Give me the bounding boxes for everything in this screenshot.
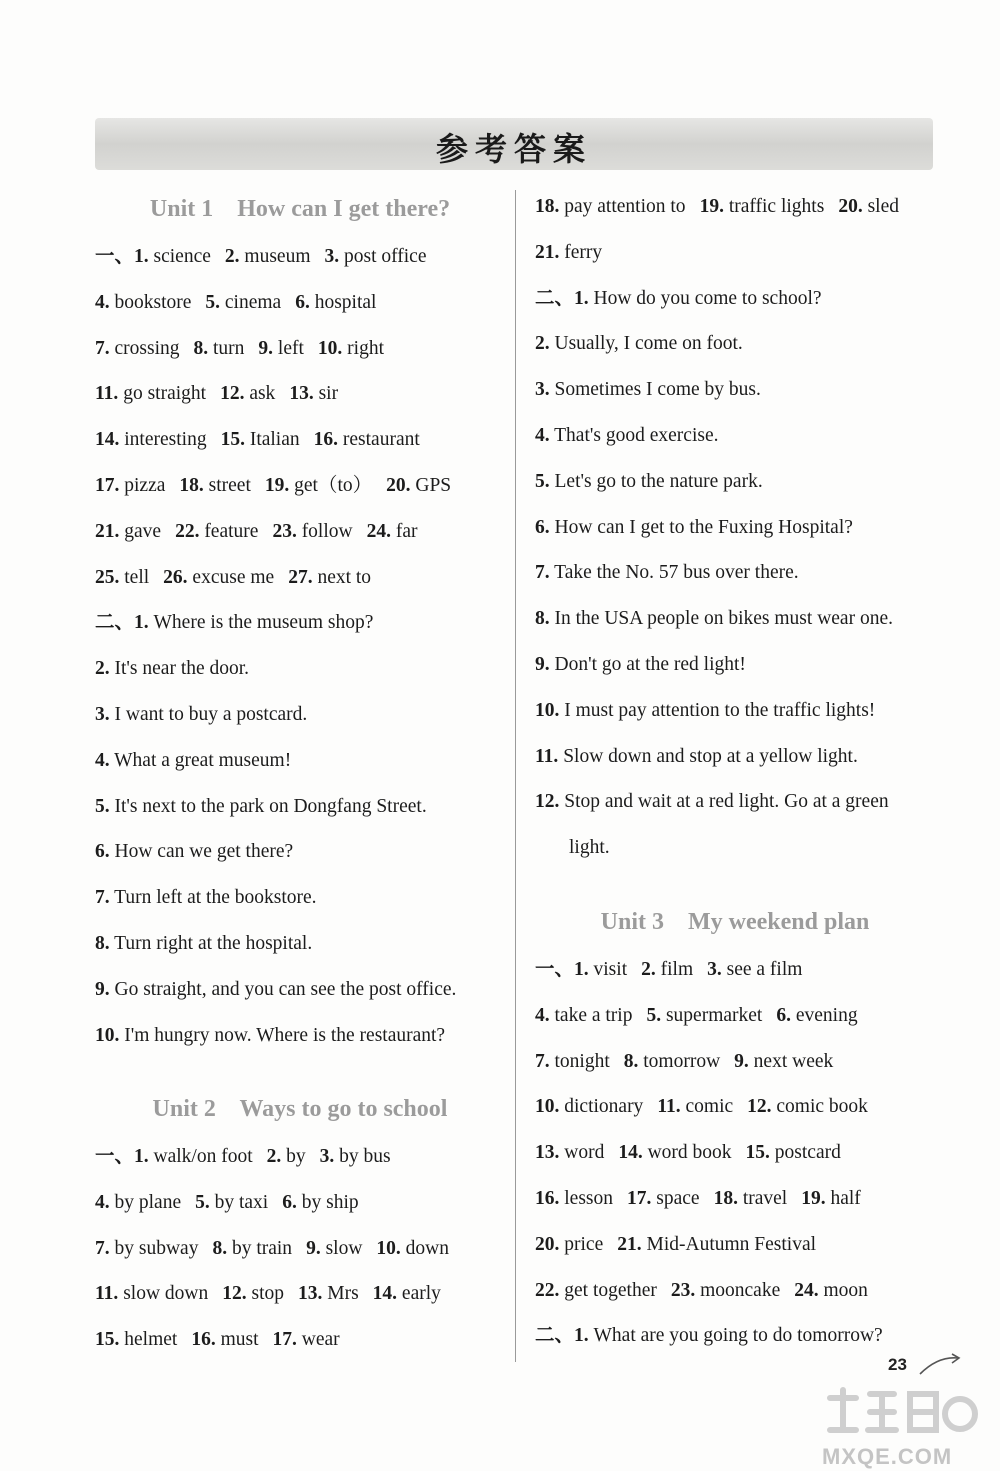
answer-line xyxy=(535,1050,833,1074)
item-number: 10. xyxy=(535,1096,560,1118)
item-number: 24. xyxy=(794,1279,819,1301)
watermark-logo xyxy=(818,1380,978,1452)
item-number: 5. xyxy=(195,1191,210,1213)
item-number: 9. xyxy=(535,654,550,675)
item-answer: next to xyxy=(312,566,372,588)
item-number: 13. xyxy=(535,1142,560,1164)
item-answer: ask xyxy=(244,383,276,405)
item-number: 20. xyxy=(386,475,411,496)
item-number: 25. xyxy=(95,566,120,588)
item-number: 9. xyxy=(95,978,110,1000)
item-number: 12. xyxy=(222,1283,247,1305)
item-answer: Don't go at the red light! xyxy=(549,654,746,675)
item-answer: by ship xyxy=(296,1191,359,1213)
item-number: 19. xyxy=(699,196,724,217)
item-answer: post office xyxy=(339,246,427,267)
item-answer: slow down xyxy=(118,1283,209,1305)
item-answer: Turn left at the bookstore. xyxy=(109,887,317,909)
item-number: 3. xyxy=(95,704,110,725)
item-number: 4. xyxy=(95,749,110,771)
answer-line xyxy=(535,516,853,540)
item-number: 18. xyxy=(535,196,560,217)
answer-line xyxy=(95,1024,445,1048)
item-number: 8. xyxy=(193,337,209,359)
answer-line xyxy=(535,699,875,723)
item-number: 14. xyxy=(372,1283,398,1305)
item-answer: Take the No. 57 bus over there. xyxy=(549,562,799,584)
item-answer: early xyxy=(397,1283,441,1305)
item-number: 5. xyxy=(95,795,110,817)
item-number: 3. xyxy=(535,379,550,401)
item-answer: right xyxy=(342,337,384,359)
item-number: 9. xyxy=(734,1050,749,1072)
item-answer: Usually, I come on foot. xyxy=(549,333,743,355)
item-answer: Turn right at the hospital. xyxy=(109,933,313,954)
item-answer: by xyxy=(281,1146,306,1167)
item-number: 8. xyxy=(212,1237,228,1259)
item-number: 5. xyxy=(535,470,550,492)
item-number: 一、1. xyxy=(95,246,149,267)
item-answer: comic xyxy=(680,1096,734,1118)
item-answer: Slow down and stop at a yellow light. xyxy=(558,745,858,767)
item-number: 23. xyxy=(272,520,297,542)
item-answer: evening xyxy=(790,1004,858,1026)
page-title: 参考答案 xyxy=(435,130,592,168)
unit-title: Unit 3 My weekend plan xyxy=(600,909,870,935)
item-number: 21. xyxy=(95,520,120,542)
item-answer: by plane xyxy=(109,1191,182,1213)
item-answer: Where is the museum shop? xyxy=(148,612,374,634)
item-answer: museum xyxy=(239,246,311,267)
answer-line xyxy=(95,749,291,773)
item-answer: tomorrow xyxy=(638,1050,721,1072)
item-number: 4. xyxy=(535,425,550,446)
unit-title: Unit 1 How can I get there? xyxy=(149,196,451,222)
item-answer: I'm hungry now. Where is the restaurant? xyxy=(119,1024,446,1046)
item-number: 7. xyxy=(535,1050,550,1072)
answer-line xyxy=(95,611,373,635)
item-answer: lesson xyxy=(559,1188,613,1209)
item-answer: GPS xyxy=(410,475,452,496)
item-answer: half xyxy=(825,1188,861,1209)
answer-line xyxy=(95,566,371,590)
item-answer: film xyxy=(655,959,694,980)
item-answer: word xyxy=(559,1142,605,1164)
answer-line xyxy=(95,245,427,269)
item-number: 4. xyxy=(95,1191,110,1213)
item-number: 17. xyxy=(627,1188,652,1209)
item-number: 15. xyxy=(95,1329,120,1351)
answer-line xyxy=(95,840,293,864)
answer-line xyxy=(535,790,889,814)
item-answer: see a film xyxy=(721,959,803,980)
item-number: 3. xyxy=(319,1146,335,1167)
answer-line xyxy=(535,424,718,448)
answer-line xyxy=(535,332,743,356)
answer-line xyxy=(95,1145,391,1169)
answer-line xyxy=(535,958,802,982)
item-answer: turn xyxy=(208,337,245,359)
item-number: 10. xyxy=(376,1237,401,1259)
item-answer: How can I get to the Fuxing Hospital? xyxy=(549,516,853,538)
answer-line xyxy=(535,607,893,631)
item-number: 15. xyxy=(745,1142,770,1164)
item-number: 2. xyxy=(266,1146,282,1167)
item-number: 2. xyxy=(95,658,110,680)
answer-line xyxy=(95,1191,359,1215)
answer-line xyxy=(535,287,822,311)
item-answer: postcard xyxy=(769,1142,841,1164)
answer-line xyxy=(535,470,763,494)
item-number: 13. xyxy=(289,383,314,405)
column-divider xyxy=(515,190,516,1362)
item-answer: supermarket xyxy=(661,1004,763,1026)
item-number: 9. xyxy=(258,337,274,359)
item-number: 22. xyxy=(175,520,200,542)
item-answer: interesting xyxy=(119,429,207,451)
item-number: 二、1. xyxy=(535,1325,589,1347)
item-number: 17. xyxy=(272,1329,297,1351)
item-answer: tonight xyxy=(549,1050,610,1072)
item-number: 8. xyxy=(535,608,550,630)
item-answer: Stop and wait at a red light. Go at a green xyxy=(559,791,889,813)
item-number: 7. xyxy=(95,1237,110,1259)
answer-line xyxy=(95,1237,449,1261)
item-number: 7. xyxy=(535,562,550,584)
item-number: 5. xyxy=(646,1004,662,1026)
item-answer: How can we get there? xyxy=(109,841,294,863)
item-number: 11. xyxy=(95,383,119,405)
answer-line xyxy=(95,932,312,956)
item-answer: travel xyxy=(737,1188,788,1209)
item-answer: science xyxy=(148,246,211,267)
item-answer: Italian xyxy=(244,429,300,451)
item-number: 11. xyxy=(535,745,559,767)
item-answer: It's near the door. xyxy=(109,658,250,680)
item-answer: visit xyxy=(588,959,628,980)
answer-line xyxy=(535,1187,861,1211)
item-number: 6. xyxy=(776,1004,791,1026)
item-answer: mooncake xyxy=(695,1279,781,1301)
item-answer: What are you going to do tomorrow? xyxy=(588,1325,883,1347)
item-answer: far xyxy=(390,520,418,542)
item-answer: sir xyxy=(313,383,339,405)
item-answer: walk/on foot xyxy=(148,1146,253,1167)
answer-line xyxy=(95,428,420,452)
item-answer: That's good exercise. xyxy=(549,425,719,446)
item-number: 12. xyxy=(535,791,560,813)
answer-line xyxy=(535,1141,841,1165)
answer-line xyxy=(535,561,799,585)
item-answer: Go straight, and you can see the post office. xyxy=(109,978,457,1000)
item-answer: wear xyxy=(296,1329,340,1351)
item-number: 16. xyxy=(313,429,339,451)
item-number: 一、1. xyxy=(95,1146,149,1167)
item-answer: gave xyxy=(119,520,162,542)
item-number: 22. xyxy=(535,1279,560,1301)
item-answer: sled xyxy=(862,196,899,217)
item-answer: left xyxy=(273,337,304,359)
item-number: 3. xyxy=(707,959,722,980)
page-number: 23 xyxy=(888,1355,907,1374)
item-number: 8. xyxy=(623,1050,639,1072)
answer-line xyxy=(95,382,338,406)
item-number: 9. xyxy=(306,1237,321,1259)
item-answer: bookstore xyxy=(109,291,192,313)
item-answer: What a great museum! xyxy=(109,749,292,771)
item-number: 6. xyxy=(535,516,550,538)
item-answer: by bus xyxy=(334,1146,391,1167)
answer-line xyxy=(95,337,384,361)
answer-line xyxy=(535,1095,868,1119)
item-number: 5. xyxy=(205,291,221,313)
item-number: 19. xyxy=(264,475,290,496)
item-number: 20. xyxy=(838,196,863,217)
answer-line xyxy=(95,978,456,1002)
item-number: 12. xyxy=(747,1096,772,1118)
answer-line xyxy=(535,745,858,769)
item-number: 4. xyxy=(95,291,110,313)
answer-line xyxy=(95,1328,340,1352)
item-answer: It's next to the park on Dongfang Street. xyxy=(109,795,427,817)
item-answer: Let's go to the nature park. xyxy=(549,470,763,492)
item-number: 10. xyxy=(95,1024,120,1046)
answer-line xyxy=(95,703,307,727)
item-answer: down xyxy=(400,1237,449,1259)
item-number: 21. xyxy=(535,241,560,263)
item-number: 6. xyxy=(95,841,110,863)
item-number: 20. xyxy=(535,1233,560,1255)
item-number: 15. xyxy=(220,429,245,451)
item-number: 19. xyxy=(801,1188,826,1209)
item-number: 10. xyxy=(317,337,343,359)
item-answer: pizza xyxy=(119,475,166,496)
item-answer: by subway xyxy=(109,1237,199,1259)
answer-line xyxy=(535,241,602,265)
item-number: 3. xyxy=(324,246,340,267)
item-number: 11. xyxy=(657,1096,681,1118)
item-answer: traffic lights xyxy=(723,196,825,217)
item-number: 14. xyxy=(95,429,120,451)
item-number: 24. xyxy=(366,520,391,542)
watermark-url: MXQE.COM xyxy=(822,1444,953,1469)
item-answer: In the USA people on bikes must wear one. xyxy=(549,608,893,630)
answer-line xyxy=(535,378,761,402)
item-number: 7. xyxy=(95,337,110,359)
item-answer: moon xyxy=(818,1279,868,1301)
item-answer: Mrs xyxy=(322,1283,359,1305)
item-number: 二、1. xyxy=(535,287,589,309)
item-answer: excuse me xyxy=(187,566,275,588)
answer-line xyxy=(95,795,427,819)
answer-line xyxy=(95,886,317,910)
answer-line xyxy=(535,1324,883,1348)
item-number: 一、1. xyxy=(535,959,589,980)
item-answer: How do you come to school? xyxy=(588,287,822,309)
item-number: 12. xyxy=(220,383,245,405)
item-answer: word book xyxy=(642,1142,732,1164)
item-answer: by taxi xyxy=(209,1191,269,1213)
item-answer: next week xyxy=(748,1050,834,1072)
item-number: 2. xyxy=(641,959,656,980)
answer-line-continued: light. xyxy=(569,837,610,859)
item-number: 7. xyxy=(95,887,110,909)
item-number: 二、1. xyxy=(95,612,149,634)
answer-line xyxy=(535,1233,816,1257)
answer-line xyxy=(95,520,418,544)
item-number: 13. xyxy=(298,1283,323,1305)
item-number: 18. xyxy=(713,1188,738,1209)
item-number: 2. xyxy=(224,246,240,267)
item-answer: slow xyxy=(320,1237,363,1259)
item-number: 16. xyxy=(535,1188,560,1209)
item-answer: get（to） xyxy=(289,475,373,496)
item-answer: tell xyxy=(119,566,150,588)
item-answer: Sometimes I come by bus. xyxy=(549,379,761,401)
answer-line xyxy=(535,1279,868,1303)
page-corner-arrow-icon xyxy=(918,1352,962,1378)
item-answer: comic book xyxy=(771,1096,868,1118)
item-number: 26. xyxy=(163,566,188,588)
answer-line xyxy=(95,1282,441,1306)
item-answer: restaurant xyxy=(338,429,420,451)
item-answer: take a trip xyxy=(549,1004,633,1026)
item-number: 17. xyxy=(95,475,120,496)
item-number: 16. xyxy=(191,1329,216,1351)
unit-title: Unit 2 Ways to go to school xyxy=(152,1096,448,1122)
answer-line xyxy=(535,195,899,219)
item-answer: must xyxy=(215,1329,259,1351)
item-number: 14. xyxy=(618,1142,643,1164)
item-answer: pay attention to xyxy=(559,196,686,217)
item-answer: dictionary xyxy=(559,1096,644,1118)
item-number: 2. xyxy=(535,333,550,355)
item-number: 8. xyxy=(95,933,110,954)
item-answer: feature xyxy=(199,520,259,542)
answer-line xyxy=(535,1004,858,1028)
item-number: 23. xyxy=(670,1279,696,1301)
item-answer: street xyxy=(203,475,251,496)
item-answer: get together xyxy=(559,1279,657,1301)
item-number: 4. xyxy=(535,1004,550,1026)
item-number: 18. xyxy=(179,475,204,496)
item-number: 21. xyxy=(617,1233,642,1255)
item-answer: Mid-Autumn Festival xyxy=(641,1233,817,1255)
item-answer: helmet xyxy=(119,1329,178,1351)
answer-line xyxy=(95,291,376,315)
item-number: 11. xyxy=(95,1283,119,1305)
item-number: 6. xyxy=(282,1191,297,1213)
item-answer: crossing xyxy=(109,337,180,359)
answer-line xyxy=(535,653,746,677)
item-number: 10. xyxy=(535,699,560,721)
answer-line xyxy=(95,657,249,681)
item-answer: by train xyxy=(227,1237,293,1259)
item-answer: stop xyxy=(246,1283,284,1305)
item-answer: go straight xyxy=(118,383,207,405)
item-answer: space xyxy=(651,1188,700,1209)
item-answer: follow xyxy=(296,520,353,542)
item-number: 6. xyxy=(295,291,310,313)
answer-key-banner xyxy=(95,118,933,170)
item-number: 27. xyxy=(288,566,313,588)
item-answer: I want to buy a postcard. xyxy=(109,704,308,725)
answer-line xyxy=(95,474,451,498)
item-answer: price xyxy=(559,1233,604,1255)
item-answer: cinema xyxy=(220,291,282,313)
item-answer: I must pay attention to the traffic lights! xyxy=(559,699,876,721)
item-answer: ferry xyxy=(559,241,603,263)
item-answer: hospital xyxy=(309,291,377,313)
